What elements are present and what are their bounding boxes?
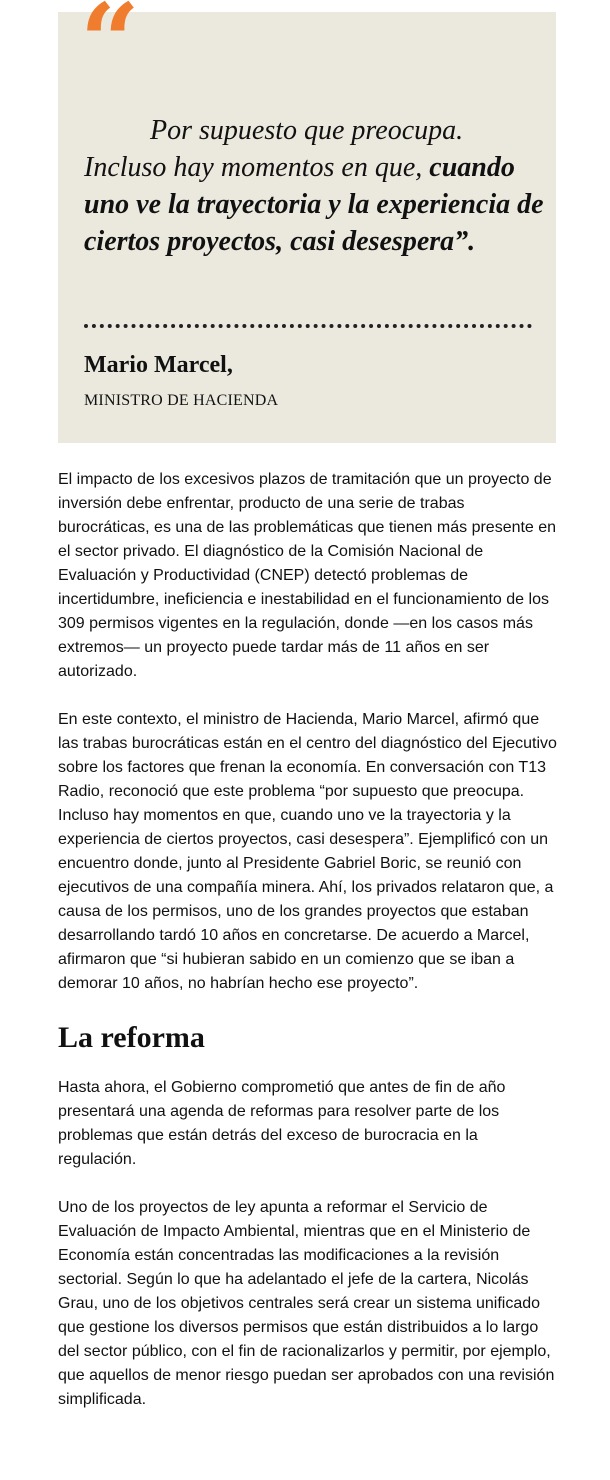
article-paragraph: El impacto de los excesivos plazos de tramitación que un proyecto de inversión debe enfrentar, producto de una serie de trabas burocráticas, es una de las problemáticas que tienen más presente en el sector privado. El diagnóstico de la Comisión Nacional de Evaluación y Productividad (CNEP) detectó problemas de incertidumbre, ineficiencia e inestabilidad en el funcionamiento de los 309 permisos vigentes en la regulación, donde —en los casos más extremos— un proyecto puede tardar más de 11 años en ser autorizado. (58, 471, 557, 680)
pull-quote (58, 0, 556, 443)
quote-text-plain: Por supuesto que preocupa. Incluso hay momentos en que, (84, 115, 464, 183)
quote-author: Mario Marcel, (84, 352, 233, 378)
quote-text (84, 112, 544, 260)
quote-author-role: MINISTRO DE HACIENDA (84, 392, 279, 409)
article-paragraph: Uno de los proyectos de ley apunta a reformar el Servicio de Evaluación de Impacto Ambiental, mientras que en el Ministerio de Economía están concentradas las modificaciones a la revisión sectorial. Según lo que ha adelantado el jefe de la cartera, Nicolás Grau, uno de los objetivos centrales será crear un sistema unificado que gestione los diversos permisos que están distribuidos a lo largo del sector público, con el fin de racionalizarlos y permitir, por ejemplo, que aquellos de menor riesgo puedan ser aprobados con una revisión simplificada. (58, 1199, 555, 1408)
quote-text-bold: cuando uno ve la trayectoria y la experiencia de ciertos proyectos, casi desespera”. (84, 152, 544, 257)
article-body (58, 468, 558, 1436)
section-heading: La reforma (58, 1021, 205, 1054)
quote-mark-icon: “ (80, 0, 140, 103)
article-paragraph: En este contexto, el ministro de Hacienda, Mario Marcel, afirmó que las trabas burocráticas están en el centro del diagnóstico del Ejecutivo sobre los factores que frenan la economía. En conversación con T13 Radio, reconoció que este problema “por supuesto que preocupa. Incluso hay momentos en que, cuando uno ve la trayectoria y la experiencia de ciertos proyectos, casi desespera”. Ejemplificó con un encuentro donde, junto al Presidente Gabriel Boric, se reunió con ejecutivos de una compañía minera. Ahí, los privados relataron que, a causa de los permisos, uno de los grandes proyectos que estaban desarrollando tardó 10 años en concretarse. De acuerdo a Marcel, afirmaron que “si hubieran sabido en un comienzo que se iban a demorar 10 años, no habrían hecho ese proyecto”. (58, 711, 557, 992)
article-paragraph: Hasta ahora, el Gobierno comprometió que antes de fin de año presentará una agenda de reformas para resolver parte de los problemas que están detrás del exceso de burocracia en la regulación. (58, 1079, 506, 1168)
quote-divider (84, 324, 532, 328)
